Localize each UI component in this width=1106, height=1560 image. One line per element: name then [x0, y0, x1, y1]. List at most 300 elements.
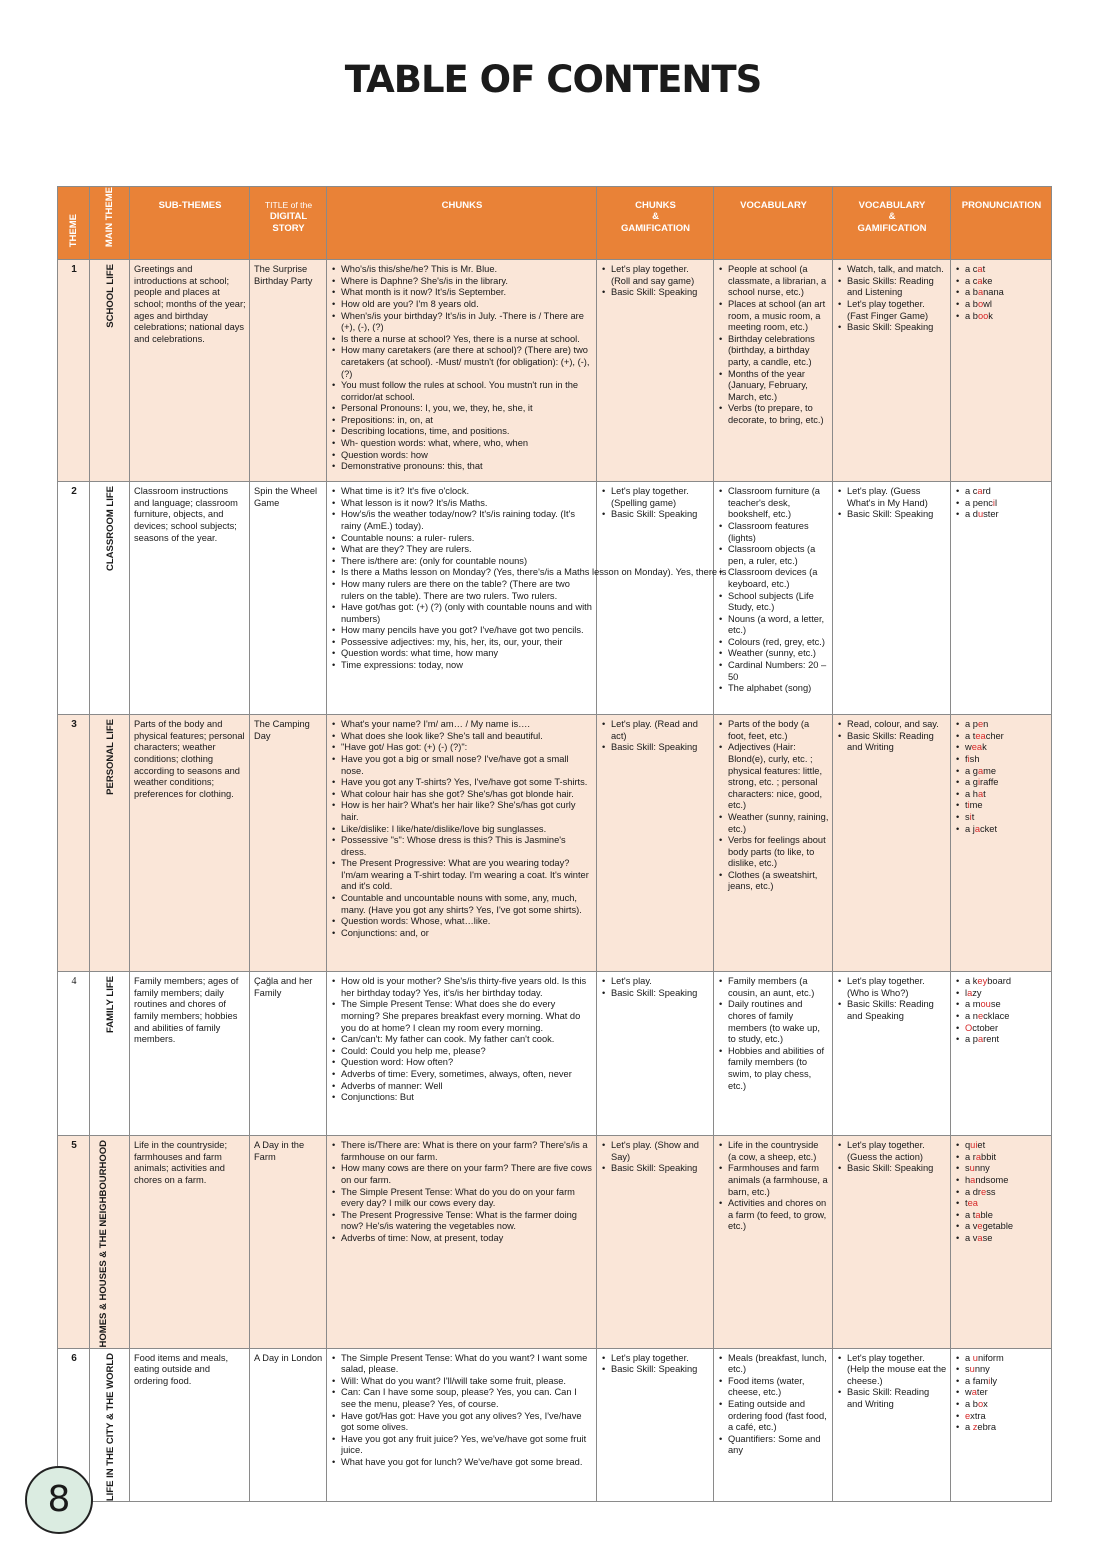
table-row — [58, 1136, 1052, 1348]
pronunciation-list — [955, 719, 1048, 835]
table-row — [58, 1348, 1052, 1501]
list-item: • Classroom features (lights) — [728, 521, 829, 544]
list-item: • Nouns (a word, a letter, etc.) — [728, 614, 829, 637]
header-main-theme: MAIN THEME — [90, 187, 130, 260]
vocabulary-gamification-list — [837, 976, 947, 1022]
highlighted-sound: ey — [977, 976, 988, 987]
pronunciation-word: • a banana — [965, 287, 1048, 299]
pronunciation-word: • a zebra — [965, 1422, 1048, 1434]
pronunciation-word: • a uniform — [965, 1353, 1048, 1365]
pronunciation-cell — [951, 260, 1052, 482]
list-item: • Let's play. (Read and act) — [611, 719, 710, 742]
pronunciation-word: • a pencil — [965, 498, 1048, 510]
highlighted-sound: a — [977, 287, 984, 298]
vocabulary-cell — [714, 972, 833, 1136]
list-item: • The Simple Present Tense: What do you want? I want some salad, please. — [341, 1353, 593, 1376]
highlighted-sound: e — [977, 1221, 983, 1232]
list-item: • Basic Skill: Speaking — [611, 287, 710, 299]
list-item: • Where is Daphne? She's/is in the library. — [341, 276, 593, 288]
list-item: • Will: What do you want? I'll/will take some fruit, please. — [341, 1376, 593, 1388]
list-item: • Like/dislike: I like/hate/dislike/love big sunglasses. — [341, 824, 593, 836]
list-item: • Prepositions: in, on, at — [341, 415, 593, 427]
vocabulary-list — [718, 719, 829, 893]
list-item: • Let's play together. (Spelling game) — [611, 486, 710, 509]
list-item: • Life in the countryside (a cow, a sheep, etc.) — [728, 1140, 829, 1163]
main-theme-label: CLASSROOM LIFE — [104, 486, 116, 572]
list-item: • Farmhouses and farm animals (a farmhouse, a barn, etc.) — [728, 1163, 829, 1198]
list-item: • Describing locations, time, and positions. — [341, 426, 593, 438]
highlighted-sound: i — [967, 800, 970, 811]
list-item: • When's/is your birthday? It's/is in July. -There is / There are (+), (-), (?) — [341, 311, 593, 334]
list-item: • The alphabet (song) — [728, 683, 829, 695]
highlighted-sound: u — [972, 1352, 978, 1363]
list-item: • Adjectives (Hair: Blond(e), curly, etc. ; physical features: little, strong, etc. ; personal characters: nice, good, etc.) — [728, 742, 829, 812]
list-item: • Adverbs of manner: Well — [341, 1081, 593, 1093]
list-item: • What colour hair has she got? She's/has got blonde hair. — [341, 789, 593, 801]
list-item: • Let's play together. (Who is Who?) — [847, 976, 947, 999]
list-item: • Let's play. (Guess What's in My Hand) — [847, 486, 947, 509]
list-item: • Basic Skill: Speaking — [611, 1163, 710, 1175]
list-item: • Meals (breakfast, lunch, etc.) — [728, 1353, 829, 1376]
main-theme-label: HOMES & HOUSES & THE NEIGHBOURHOOD — [98, 1140, 109, 1348]
highlighted-sound: a — [977, 275, 983, 286]
list-item: • Have you got any T-shirts? Yes, I've/have got some T-shirts. — [341, 777, 593, 789]
theme-number: 6 — [58, 1348, 90, 1501]
vocabulary-list — [718, 1140, 829, 1233]
highlighted-sound: a — [977, 264, 983, 275]
chunks-gamification-cell — [597, 482, 714, 715]
list-item: • How many cows are there on your farm? There are five cows on our farm. — [341, 1163, 593, 1186]
theme-number: 4 — [58, 972, 90, 1136]
pronunciation-word: • a card — [965, 486, 1048, 498]
list-item: • Question word: How often? — [341, 1057, 593, 1069]
highlighted-sound: a — [975, 1209, 981, 1220]
chunks-list — [331, 1140, 593, 1244]
list-item: • Let's play together. — [611, 1353, 710, 1365]
list-item: • What month is it now? It's/is September. — [341, 287, 593, 299]
chunks-gamification-list — [601, 1353, 710, 1376]
main-theme-cell — [90, 715, 130, 972]
list-item: • Basic Skill: Speaking — [847, 1163, 947, 1175]
pronunciation-word: • a duster — [965, 509, 1048, 521]
vocabulary-cell — [714, 715, 833, 972]
chunks-gamification-list — [601, 264, 710, 299]
list-item: • Demonstrative pronouns: this, that — [341, 461, 593, 473]
story-title-cell: The Camping Day — [250, 715, 327, 972]
list-item: • Daily routines and chores of family members (to wake up, to study, etc.) — [728, 999, 829, 1045]
list-item: • Who's/is this/she/he? This is Mr. Blue. — [341, 264, 593, 276]
theme-number: 1 — [58, 260, 90, 482]
pronunciation-word: • a hat — [965, 789, 1048, 801]
highlighted-sound: i — [992, 497, 995, 508]
list-item: • People at school (a classmate, a librarian, a school nurse, etc.) — [728, 264, 829, 299]
list-item: • Possessive "s": Whose dress is this? This is Jasmine's dress. — [341, 835, 593, 858]
pronunciation-word: • October — [965, 1023, 1048, 1035]
list-item: • How many pencils have you got? I've/have got two pencils. — [341, 625, 593, 637]
list-item: • The Present Progressive: What are you wearing today? I'm/am wearing a T-shirt today. I'm wearing a coat. It's winter and it's cold. — [341, 858, 593, 893]
list-item: • Conjunctions: But — [341, 1092, 593, 1104]
list-item: • How is her hair? What's her hair like? She's/has got curly hair. — [341, 800, 593, 823]
chunks-cell — [327, 1136, 597, 1348]
list-item: • What are they? They are rulers. — [341, 544, 593, 556]
highlighted-sound: o — [977, 1398, 984, 1409]
table-row — [58, 482, 1052, 715]
list-item: • Activities and chores on a farm (to feed, to grow, etc.) — [728, 1198, 829, 1233]
chunks-list — [331, 1353, 593, 1469]
list-item: • Basic Skills: Reading and Speaking — [847, 999, 947, 1022]
pronunciation-word: • fish — [965, 754, 1048, 766]
pronunciation-cell — [951, 1348, 1052, 1501]
pronunciation-word: • a book — [965, 311, 1048, 323]
highlighted-sound: a — [977, 788, 984, 799]
chunks-gamification-cell — [597, 260, 714, 482]
page-number-badge: 8 — [25, 1466, 93, 1534]
pronunciation-word: • a keyboard — [965, 976, 1048, 988]
pronunciation-word: • extra — [965, 1411, 1048, 1423]
pronunciation-cell — [951, 715, 1052, 972]
pronunciation-word: • a mouse — [965, 999, 1048, 1011]
list-item: • Is there a nurse at school? Yes, there is a nurse at school. — [341, 334, 593, 346]
list-item: • Basic Skill: Reading and Writing — [847, 1387, 947, 1410]
chunks-list — [331, 264, 593, 473]
highlighted-sound: i — [969, 811, 972, 822]
highlighted-sound: ea — [971, 742, 983, 753]
list-item: • How many rulers are there on the table? (There are two rulers on the table). There are two rulers. Two rulers. — [341, 579, 593, 602]
highlighted-sound: a — [977, 1232, 983, 1243]
highlighted-sound: a — [974, 823, 980, 834]
list-item: • Basic Skill: Speaking — [611, 1364, 710, 1376]
list-item: • How old is your mother? She's/is thirty-five years old. Is this her birthday today? Yes, it's/is her birthday today. — [341, 976, 593, 999]
list-item: • Eating outside and ordering food (fast food, a café, etc.) — [728, 1399, 829, 1434]
list-item: • How many caretakers (are there at school)? (There are) two caretakers (at school). -Must/ mustn't (for obligation): (+), (-), (?) — [341, 345, 593, 380]
list-item: • Let's play together. (Guess the action) — [847, 1140, 947, 1163]
list-item: • Watch, talk, and match. — [847, 264, 947, 276]
list-item: • Possessive adjectives: my, his, her, its, our, your, their — [341, 637, 593, 649]
list-item: • Can/can't: My father can cook. My father can't cook. — [341, 1034, 593, 1046]
list-item: • "Have got/ Has got: (+) (-) (?)": — [341, 742, 593, 754]
pronunciation-cell — [951, 972, 1052, 1136]
list-item: • The Simple Present Tense: What does she do every morning? She prepares breakfast every morning. What do you do at home? I clean my room every morning. — [341, 999, 593, 1034]
list-item: • Let's play. — [611, 976, 710, 988]
pronunciation-cell — [951, 1136, 1052, 1348]
header-digital-story: TITLE of the DIGITAL STORY — [250, 187, 327, 260]
pronunciation-word: • sit — [965, 812, 1048, 824]
vocabulary-gamification-cell — [833, 1136, 951, 1348]
pronunciation-list — [955, 264, 1048, 322]
chunks-gamification-list — [601, 1140, 710, 1175]
highlighted-sound: e — [981, 1186, 987, 1197]
highlighted-sound: i — [977, 777, 981, 788]
list-item: • Can: Can I have some soup, please? Yes, you can. Can I see the menu, please? Yes, of course. — [341, 1387, 593, 1410]
list-item: • School subjects (Life Study, etc.) — [728, 591, 829, 614]
subthemes-cell: Food items and meals, eating outside and ordering food. — [130, 1348, 250, 1501]
vocabulary-gamification-list — [837, 719, 947, 754]
story-title-cell: Çağla and her Family — [250, 972, 327, 1136]
pronunciation-word: • weak — [965, 742, 1048, 754]
list-item: • What have you got for lunch? We've/have got some bread. — [341, 1457, 593, 1469]
chunks-list — [331, 976, 593, 1104]
list-item: • What's your name? I'm/ am… / My name is…. — [341, 719, 593, 731]
list-item: • Let's play together. (Roll and say game) — [611, 264, 710, 287]
list-item: • There is/there are: (only for countable nouns) — [341, 556, 593, 568]
pronunciation-word: • a family — [965, 1376, 1048, 1388]
main-theme-label: SCHOOL LIFE — [104, 264, 116, 328]
main-theme-cell — [90, 1136, 130, 1348]
list-item: • Wh- question words: what, where, who, when — [341, 438, 593, 450]
highlighted-sound: u — [977, 509, 984, 520]
main-theme-cell — [90, 1348, 130, 1501]
list-item: • Personal Pronouns: I, you, we, they, he, she, it — [341, 403, 593, 415]
chunks-list — [331, 719, 593, 939]
highlighted-sound: a — [970, 1174, 976, 1185]
pronunciation-word: • a box — [965, 1399, 1048, 1411]
page-title: TABLE OF CONTENTS — [344, 58, 762, 101]
list-item: • Quantifiers: Some and any — [728, 1434, 829, 1457]
list-item: • Time expressions: today, now — [341, 660, 593, 672]
list-item: • Parts of the body (a foot, feet, etc.) — [728, 719, 829, 742]
list-item: • Weather (sunny, raining, etc.) — [728, 812, 829, 835]
list-item: • What does she look like? She's tall and beautiful. — [341, 731, 593, 743]
vocabulary-cell — [714, 1136, 833, 1348]
story-title-cell: A Day in London — [250, 1348, 327, 1501]
header-theme: THEME — [58, 187, 90, 260]
list-item: • Food items (water, cheese, etc.) — [728, 1376, 829, 1399]
list-item: • Question words: how — [341, 450, 593, 462]
vocabulary-gamification-cell — [833, 260, 951, 482]
vocabulary-cell — [714, 260, 833, 482]
pronunciation-word: • a cat — [965, 264, 1048, 276]
list-item: • The Present Progressive Tense: What is the farmer doing now? He's/is watering the vegetables now. — [341, 1210, 593, 1233]
list-item: • The Simple Present Tense: What do you do on your farm every day? I milk our cows every day. — [341, 1187, 593, 1210]
vocabulary-gamification-list — [837, 1353, 947, 1411]
highlighted-sound: a — [977, 486, 983, 497]
chunks-gamification-list — [601, 486, 710, 521]
list-item: • Classroom devices (a keyboard, etc.) — [728, 567, 829, 590]
list-item: • Birthday celebrations (birthday, a birthday party, a candle, etc.) — [728, 334, 829, 369]
list-item: • Verbs (to prepare, to decorate, to bring, etc.) — [728, 403, 829, 426]
header-vocabulary-gamification: VOCABULARY & GAMIFICATION — [833, 187, 951, 260]
pronunciation-list — [955, 1353, 1048, 1434]
list-item: • Adverbs of time: Now, at present, today — [341, 1233, 593, 1245]
pronunciation-word: • a table — [965, 1210, 1048, 1222]
main-theme-label: LIFE IN THE CITY & THE WORLD — [104, 1352, 116, 1501]
list-item: • Read, colour, and say. — [847, 719, 947, 731]
table-row — [58, 715, 1052, 972]
list-item: • Classroom objects (a pen, a ruler, etc.) — [728, 544, 829, 567]
pronunciation-word: • a bowl — [965, 299, 1048, 311]
highlighted-sound: a — [967, 987, 973, 998]
highlighted-sound: a — [977, 1034, 984, 1045]
highlighted-sound: i — [967, 753, 970, 764]
pronunciation-word: • time — [965, 800, 1048, 812]
chunks-gamification-cell — [597, 972, 714, 1136]
vocabulary-gamification-cell — [833, 715, 951, 972]
list-item: • Verbs for feelings about body parts (to like, to dislike, etc.) — [728, 835, 829, 870]
theme-number: 3 — [58, 715, 90, 972]
vocabulary-gamification-cell — [833, 972, 951, 1136]
highlighted-sound: u — [969, 1364, 975, 1375]
chunks-gamification-list — [601, 719, 710, 754]
main-theme-label: FAMILY LIFE — [104, 976, 116, 1034]
list-item: • Basic Skill: Speaking — [611, 509, 710, 521]
list-item: • Classroom furniture (a teacher's desk, bookshelf, etc.) — [728, 486, 829, 521]
pronunciation-word: • a vegetable — [965, 1221, 1048, 1233]
list-item: • Basic Skill: Speaking — [611, 742, 710, 754]
pronunciation-word: • tea — [965, 1198, 1048, 1210]
header-pronunciation: PRONUNCIATION — [951, 187, 1052, 260]
highlighted-sound: o — [977, 298, 984, 309]
chunks-gamification-cell — [597, 1348, 714, 1501]
list-item: • You must follow the rules at school. You mustn't run in the corridor/at school. — [341, 380, 593, 403]
pronunciation-list — [955, 1140, 1048, 1244]
highlighted-sound: a — [975, 1151, 982, 1162]
theme-number: 5 — [58, 1136, 90, 1348]
list-item: • Let's play together. (Help the mouse eat the cheese.) — [847, 1353, 947, 1388]
pronunciation-word: • a game — [965, 766, 1048, 778]
pronunciation-cell — [951, 482, 1052, 715]
story-title-cell: A Day in the Farm — [250, 1136, 327, 1348]
pronunciation-word: • quiet — [965, 1140, 1048, 1152]
highlighted-sound: ou — [980, 999, 991, 1010]
pronunciation-word: • a dress — [965, 1187, 1048, 1199]
pronunciation-word: • sunny — [965, 1364, 1048, 1376]
pronunciation-word: • a cake — [965, 276, 1048, 288]
vocabulary-gamification-list — [837, 486, 947, 521]
list-item: • Could: Could you help me, please? — [341, 1046, 593, 1058]
pronunciation-word: • lazy — [965, 988, 1048, 1000]
pronunciation-word: • a pen — [965, 719, 1048, 731]
pronunciation-word: • a necklace — [965, 1011, 1048, 1023]
pronunciation-word: • a parent — [965, 1034, 1048, 1046]
highlighted-sound: a — [971, 1387, 977, 1398]
vocabulary-list — [718, 976, 829, 1092]
subthemes-cell: Life in the countryside; farmhouses and farm animals; activities and chores on a farm. — [130, 1136, 250, 1348]
subthemes-cell: Classroom instructions and language; classroom furniture, objects, and devices; school subjects; seasons of the year. — [130, 482, 250, 715]
list-item: • Question words: Whose, what…like. — [341, 916, 593, 928]
vocabulary-list — [718, 264, 829, 426]
main-theme-label: PERSONAL LIFE — [104, 719, 116, 796]
highlighted-sound: e — [977, 719, 984, 730]
list-item: • Basic Skills: Reading and Listening — [847, 276, 947, 299]
subthemes-cell: Family members; ages of family members; daily routines and chores of family members; hobbies and abilities of family members. — [130, 972, 250, 1136]
list-item: • Have you got any fruit juice? Yes, we've/have got some fruit juice. — [341, 1434, 593, 1457]
header-row — [58, 187, 1052, 260]
list-item: • Basic Skill: Speaking — [847, 322, 947, 334]
list-item: • Cardinal Numbers: 20 – 50 — [728, 660, 829, 683]
header-chunks-gamification: CHUNKS & GAMIFICATION — [597, 187, 714, 260]
pronunciation-word: • a jacket — [965, 824, 1048, 836]
highlighted-sound: e — [965, 1410, 971, 1421]
table-row — [58, 260, 1052, 482]
vocabulary-list — [718, 486, 829, 695]
list-item: • There is/There are: What is there on your farm? There's/is a farmhouse on our farm. — [341, 1140, 593, 1163]
pronunciation-word: • sunny — [965, 1163, 1048, 1175]
main-theme-cell — [90, 260, 130, 482]
main-theme-cell — [90, 972, 130, 1136]
list-item: • Have got/Has got: Have you got any olives? Yes, I've/have got some olives. — [341, 1411, 593, 1434]
list-item: • Conjunctions: and, or — [341, 928, 593, 940]
pronunciation-word: • a teacher — [965, 731, 1048, 743]
vocabulary-gamification-cell — [833, 482, 951, 715]
list-item: • Hobbies and abilities of family members (to swim, to play chess, etc.) — [728, 1046, 829, 1092]
table-row — [58, 972, 1052, 1136]
vocabulary-list — [718, 1353, 829, 1457]
list-item: • Basic Skill: Speaking — [847, 509, 947, 521]
subthemes-cell: Parts of the body and physical features; personal characters; weather conditions; clothing according to seasons and weather conditions; preferences for clothing. — [130, 715, 250, 972]
chunks-cell — [327, 1348, 597, 1501]
highlighted-sound: e — [977, 1010, 984, 1021]
theme-number: 2 — [58, 482, 90, 715]
pronunciation-word: • a rabbit — [965, 1152, 1048, 1164]
list-item: • Let's play. (Show and Say) — [611, 1140, 710, 1163]
vocabulary-gamification-list — [837, 264, 947, 334]
highlighted-sound: ea — [975, 730, 986, 741]
pronunciation-list — [955, 976, 1048, 1046]
vocabulary-cell — [714, 1348, 833, 1501]
header-vocabulary: VOCABULARY — [714, 187, 833, 260]
list-item: • Have you got a big or small nose? I've/have got a small nose. — [341, 754, 593, 777]
vocabulary-gamification-list — [837, 1140, 947, 1175]
highlighted-sound: a — [977, 765, 984, 776]
highlighted-sound: z — [972, 1422, 978, 1433]
pronunciation-word: • handsome — [965, 1175, 1048, 1187]
story-title-cell: Spin the Wheel Game — [250, 482, 327, 715]
header-chunks: CHUNKS — [327, 187, 597, 260]
contents-table — [57, 186, 1052, 1502]
list-item: • Have got/has got: (+) (?) (only with countable nouns and with numbers) — [341, 602, 593, 625]
list-item: • Countable and uncountable nouns with some, any, much, many. (Have you got any shirts? Yes, I've got some shirts). — [341, 893, 593, 916]
list-item: • How's/is the weather today/now? It's/is raining today. (It's rainy (AmE.) today). — [341, 509, 593, 532]
list-item: • Weather (sunny, etc.) — [728, 648, 829, 660]
highlighted-sound: O — [965, 1022, 973, 1033]
highlighted-sound: u — [969, 1163, 975, 1174]
chunks-cell — [327, 972, 597, 1136]
list-item: • Let's play together. (Fast Finger Game) — [847, 299, 947, 322]
list-item: • Colours (red, grey, etc.) — [728, 637, 829, 649]
list-item: • Months of the year (January, February, March, etc.) — [728, 369, 829, 404]
highlighted-sound: oo — [977, 310, 989, 321]
vocabulary-cell — [714, 482, 833, 715]
list-item: • Places at school (an art room, a music room, a meeting room, etc.) — [728, 299, 829, 334]
chunks-gamification-list — [601, 976, 710, 999]
chunks-gamification-cell — [597, 1136, 714, 1348]
list-item: • Adverbs of time: Every, sometimes, always, often, never — [341, 1069, 593, 1081]
list-item: • Family members (a cousin, an aunt, etc.) — [728, 976, 829, 999]
highlighted-sound: i — [988, 1375, 991, 1386]
list-item: • Is there a Maths lesson on Monday? (Yes, there's/is a Maths lesson on Monday). Yes, there is — [341, 567, 593, 579]
chunks-gamification-cell — [597, 715, 714, 972]
list-item: • Basic Skill: Speaking — [611, 988, 710, 1000]
list-item: • What time is it? It's five o'clock. — [341, 486, 593, 498]
list-item: • Basic Skills: Reading and Writing — [847, 731, 947, 754]
pronunciation-word: • a vase — [965, 1233, 1048, 1245]
list-item: • How old are you? I'm 8 years old. — [341, 299, 593, 311]
pronunciation-word: • a giraffe — [965, 777, 1048, 789]
chunks-cell — [327, 260, 597, 482]
main-theme-cell — [90, 482, 130, 715]
header-subthemes: SUB-THEMES — [130, 187, 250, 260]
subthemes-cell: Greetings and introductions at school; people and places at school; months of the year; ages and birthday celebrations; national days and celebrations. — [130, 260, 250, 482]
story-title-cell: The Surprise Birthday Party — [250, 260, 327, 482]
highlighted-sound: ui — [970, 1140, 978, 1151]
pronunciation-list — [955, 486, 1048, 521]
chunks-cell — [327, 715, 597, 972]
vocabulary-gamification-cell — [833, 1348, 951, 1501]
pronunciation-word: • water — [965, 1387, 1048, 1399]
list-item: • Countable nouns: a ruler- rulers. — [341, 533, 593, 545]
list-item: • What lesson is it now? It's/is Maths. — [341, 498, 593, 510]
list-item: • Question words: what time, how many — [341, 648, 593, 660]
